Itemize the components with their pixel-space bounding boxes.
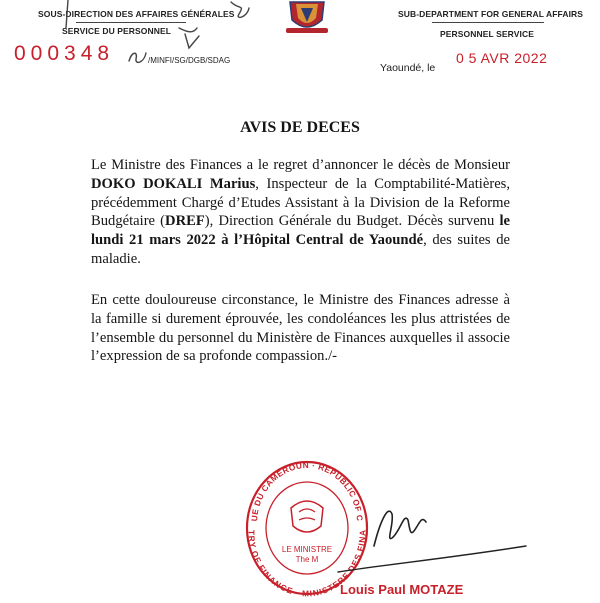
left-department-heading: SOUS-DIRECTION DES AFFAIRES GÉNÉRALES — [38, 9, 235, 19]
date-stamp: 0 5 AVR 2022 — [456, 50, 548, 66]
right-service-heading: PERSONNEL SERVICE — [440, 29, 534, 39]
seal-center-line2: The M — [295, 555, 319, 564]
handwritten-initial-mark — [225, 0, 255, 22]
notice-paragraph-2: En cette douloureuse circonstance, le Ministre des Finances adresse à la famille si durement éprouvée, les condoléances les plus attristées de l’ensemble du personnel du Ministère de Finances auxquelles il associe l’expression de sa profonde compassion./- — [91, 292, 510, 365]
right-department-heading: SUB-DEPARTMENT FOR GENERAL AFFAIRS — [398, 9, 584, 19]
p1-text-4: , des suites de maladie. — [91, 232, 510, 267]
cameroon-coat-of-arms-icon — [282, 0, 332, 36]
p1-text-3: ), Direction Générale du Budget. Décès survenu — [204, 213, 500, 230]
handwritten-annotation — [126, 47, 150, 67]
seal-bottom-text: TRY OF FINANCE · MINISTERE DES FINA — [246, 529, 368, 598]
seal-top-text: UE DU CAMEROUN · REPUBLIC OF C — [249, 459, 365, 522]
left-divider — [76, 22, 186, 23]
death-date-place: le lundi 21 mars 2022 à l’Hôpital Central de Yaoundé — [91, 213, 510, 249]
handwritten-stroke — [60, 0, 76, 30]
notice-title: AVIS DE DECES — [240, 119, 360, 136]
place-label: Yaoundé, le — [380, 62, 436, 74]
deceased-name: DOKO DOKALI Marius — [91, 175, 256, 192]
seal-center-line1: LE MINISTRE — [281, 545, 333, 554]
left-service-heading: SERVICE DU PERSONNEL — [62, 26, 172, 36]
notice-paragraph-1 — [91, 156, 510, 269]
right-divider — [432, 22, 544, 23]
reference-code: /MINFI/SG/DGB/SDAG — [148, 56, 231, 65]
p1-text-2: , Inspecteur de la Comptabilité-Matières, précédemment Chargé d’Etudes Assistant à la Division de la Reforme Budgétaire ( — [91, 175, 510, 230]
signatory-name: Louis Paul MOTAZE — [340, 582, 464, 597]
handwritten-signature — [330, 492, 530, 582]
handwritten-checkmark — [175, 24, 205, 50]
p1-text-1: Le Ministre des Finances a le regret d’annoncer le décès de Monsieur — [91, 157, 510, 173]
division-acronym: DREF — [165, 213, 205, 230]
reference-number-stamp: 000348 — [14, 42, 115, 65]
